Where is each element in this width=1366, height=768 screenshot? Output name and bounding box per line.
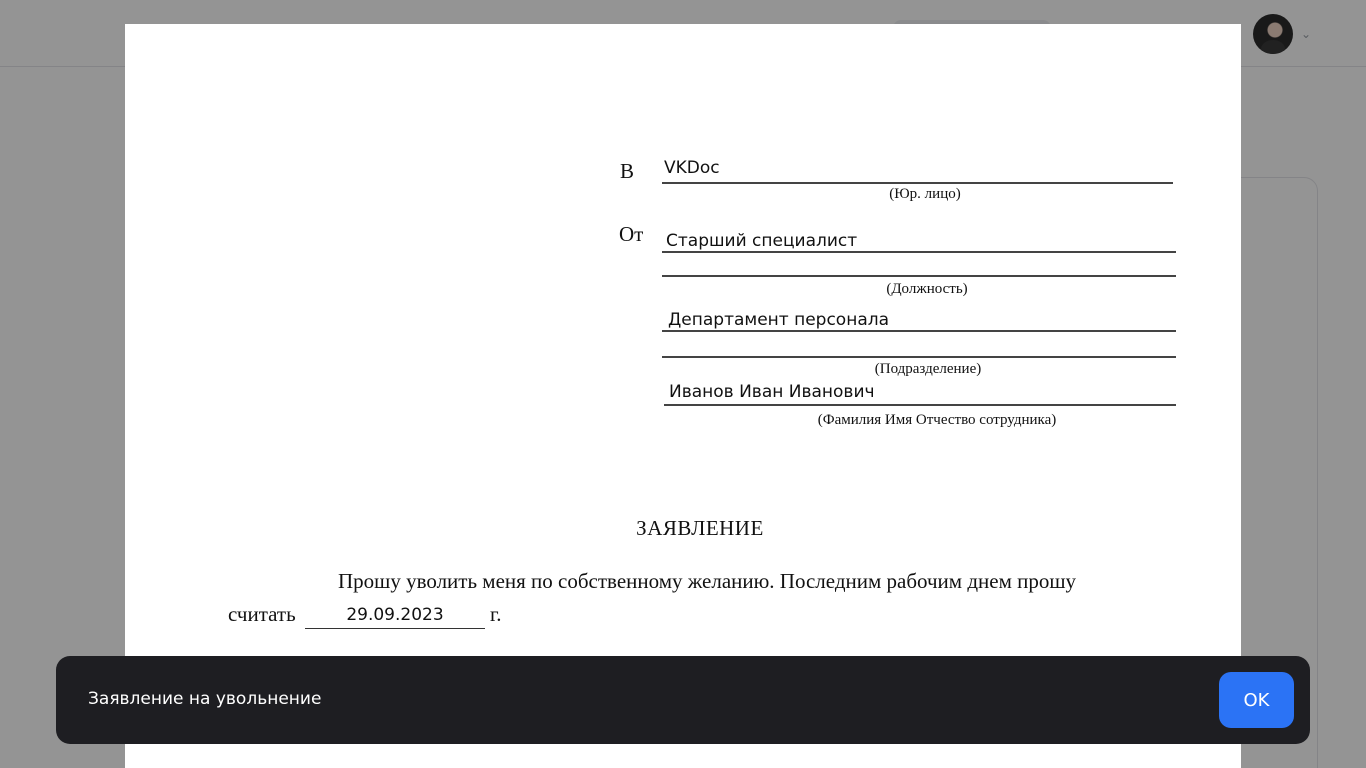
company-line: [662, 182, 1173, 184]
department-line-1: [662, 330, 1176, 332]
ok-button[interactable]: OK: [1219, 672, 1294, 728]
employee-name-value: Иванов Иван Иванович: [669, 382, 875, 402]
chevron-down-icon[interactable]: ⌄: [1301, 27, 1312, 41]
employee-caption: (Фамилия Имя Отчество сотрудника): [817, 412, 1057, 428]
employee-name-line: [664, 404, 1176, 406]
body-text-prefix: считать: [228, 602, 296, 626]
department-caption: (Подразделение): [874, 361, 982, 377]
company-caption: (Юр. лицо): [889, 186, 961, 202]
position-value: Старший специалист: [666, 231, 858, 251]
last-day-field: [305, 602, 485, 629]
position-line-1: [662, 251, 1176, 253]
department-value: Департамент персонала: [668, 310, 890, 330]
document-title: ЗАЯВЛЕНИЕ: [636, 516, 764, 540]
position-caption: (Должность): [886, 281, 968, 297]
to-label: В: [620, 159, 635, 183]
department-line-2: [662, 356, 1176, 358]
year-suffix: г.: [490, 602, 502, 626]
document-name: Заявление на увольнение: [88, 689, 322, 709]
document-action-bar: [56, 656, 1310, 744]
last-day-value: 29.09.2023: [346, 605, 444, 625]
position-line-2: [662, 275, 1176, 277]
from-label: От: [619, 222, 644, 246]
company-value: VKDoc: [664, 158, 720, 178]
body-text-line-1: Прошу уволить меня по собственному желанию. Последним рабочим днем прошу: [338, 569, 1077, 593]
